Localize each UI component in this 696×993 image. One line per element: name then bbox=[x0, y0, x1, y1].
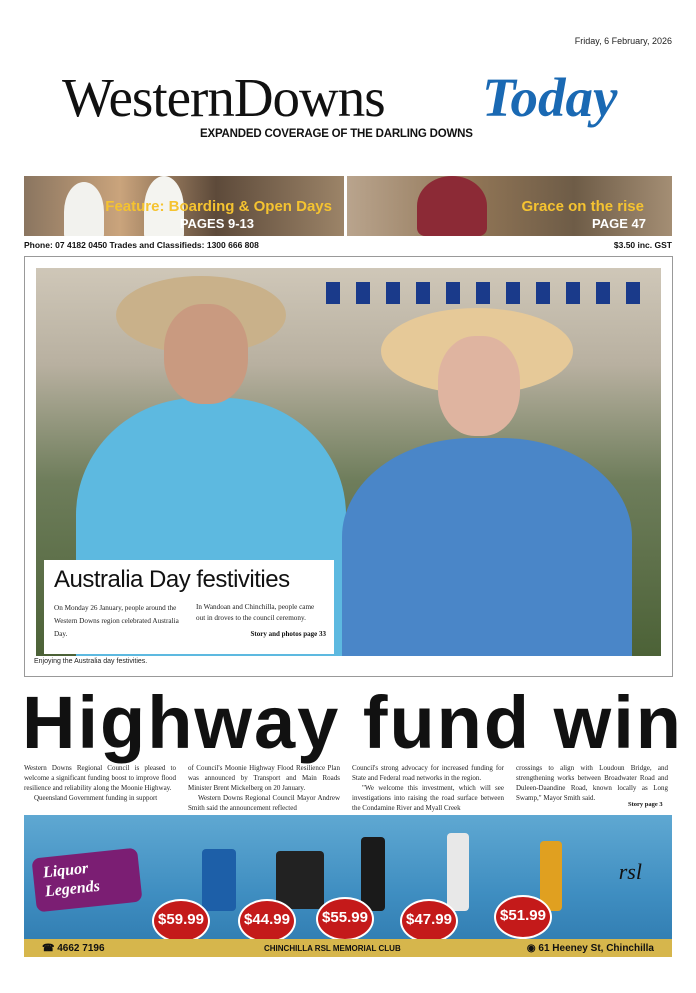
ad-brand: Liquor Legends bbox=[42, 859, 101, 901]
price-value: $51.99 bbox=[500, 907, 546, 924]
beer-can bbox=[276, 851, 324, 909]
woman-in-floral-dress bbox=[342, 438, 632, 656]
lead-paragraph: "We welcome this investment, which will see investigations into raising the road surface between the Condamine River and Myall Creek bbox=[352, 784, 504, 812]
price-value: $47.99 bbox=[406, 911, 452, 928]
liquor-legends-logo bbox=[31, 848, 142, 913]
lead-col-4 bbox=[516, 763, 668, 803]
price-badge bbox=[494, 895, 552, 939]
whiskey-bottle bbox=[361, 837, 385, 911]
price-value: $55.99 bbox=[322, 909, 368, 926]
lead-paragraph: Western Downs Regional Council Mayor Andrew Smith said the announcement reflected bbox=[188, 794, 340, 812]
photo-caption: Enjoying the Australia day festivities. bbox=[34, 658, 148, 665]
feature-caption-box bbox=[44, 560, 334, 654]
price-badge bbox=[316, 897, 374, 941]
beer-can bbox=[202, 849, 236, 911]
masthead-name: WesternDowns bbox=[62, 67, 385, 128]
promo-boarding[interactable] bbox=[24, 176, 344, 236]
promo-photo-figure bbox=[417, 176, 487, 236]
promo-pages: PAGES 9-13 bbox=[179, 216, 254, 231]
flag-bunting bbox=[446, 282, 460, 304]
price-badge bbox=[152, 899, 210, 943]
ad-club: CHINCHILLA RSL MEMORIAL CLUB bbox=[264, 944, 401, 953]
contact-text: Phone: 07 4182 0450 Trades and Classifieds: 1300 666 808 bbox=[24, 240, 259, 250]
price-badge bbox=[400, 899, 458, 943]
issue-date: Friday, 6 February, 2026 bbox=[574, 36, 672, 46]
flag-bunting bbox=[356, 282, 370, 304]
masthead-accent: Today bbox=[482, 67, 618, 128]
flag-bunting bbox=[536, 282, 550, 304]
lead-more-link[interactable]: Story page 3 bbox=[628, 801, 663, 808]
promo-title: Grace on the rise bbox=[521, 198, 644, 215]
feature-col-1: On Monday 26 January, people around the Western Downs region celebrated Australia Day. bbox=[54, 604, 179, 638]
face bbox=[438, 336, 520, 436]
lead-col-2 bbox=[188, 763, 340, 813]
cover-price: $3.50 inc. GST bbox=[613, 240, 672, 250]
flag-bunting bbox=[416, 282, 430, 304]
ad-phone[interactable]: ☎ 4662 7196 bbox=[42, 943, 105, 954]
flag-bunting bbox=[506, 282, 520, 304]
promo-photo-figure bbox=[64, 182, 104, 236]
lead-paragraph: Western Downs Regional Council is pleased to welcome a significant funding boost to improve flood resilience and reliability along the Moonie Highway. bbox=[24, 764, 176, 792]
feature-col-2: In Wandoan and Chinchilla, people came out in droves to the council ceremony. bbox=[196, 603, 315, 622]
face bbox=[164, 304, 248, 404]
lead-paragraph: Council's strong advocacy for increased funding for State and Federal road networks in the region. bbox=[352, 764, 504, 782]
flag-bunting bbox=[566, 282, 580, 304]
promo-grace[interactable] bbox=[347, 176, 672, 236]
lead-paragraph: of Council's Moonie Highway Flood Resilience Plan was announced by Transport and Main Roads Minister Brent Mickelberg on 20 January. bbox=[188, 764, 340, 792]
lead-col-1 bbox=[24, 763, 176, 803]
flag-bunting bbox=[596, 282, 610, 304]
flag-bunting bbox=[386, 282, 400, 304]
price-badge bbox=[238, 899, 296, 943]
promo-pages: PAGE 47 bbox=[592, 216, 646, 231]
feature-title: Australia Day festivities bbox=[54, 566, 290, 593]
lead-paragraph: crossings to align with Loudoun Bridge, and strengthening works between Broadwater Road and Duleen-Daandine Road, known locally as Long Swamp," Mayor Smith said. bbox=[516, 764, 668, 802]
feature-more-link[interactable]: Story and photos page 33 bbox=[250, 630, 326, 638]
vodka-bottle bbox=[447, 833, 469, 911]
flag-bunting bbox=[476, 282, 490, 304]
masthead[interactable] bbox=[62, 66, 642, 136]
ad-footer-bar bbox=[24, 939, 672, 957]
lead-col-3 bbox=[352, 763, 504, 813]
lead-paragraph: Queensland Government funding in support bbox=[34, 794, 158, 802]
ad-address: ◉ 61 Heeney St, Chinchilla bbox=[526, 943, 654, 954]
lead-headline[interactable]: Highway fund win bbox=[22, 681, 683, 764]
rsl-logo: rsl bbox=[618, 859, 642, 884]
advertisement[interactable] bbox=[24, 815, 672, 957]
flag-bunting bbox=[326, 282, 340, 304]
contact-bar bbox=[24, 240, 672, 250]
flag-bunting bbox=[626, 282, 640, 304]
promo-title: Feature: Boarding & Open Days bbox=[105, 198, 332, 215]
price-value: $59.99 bbox=[158, 911, 204, 928]
price-value: $44.99 bbox=[244, 911, 290, 928]
tagline: EXPANDED COVERAGE OF THE DARLING DOWNS bbox=[200, 128, 473, 140]
